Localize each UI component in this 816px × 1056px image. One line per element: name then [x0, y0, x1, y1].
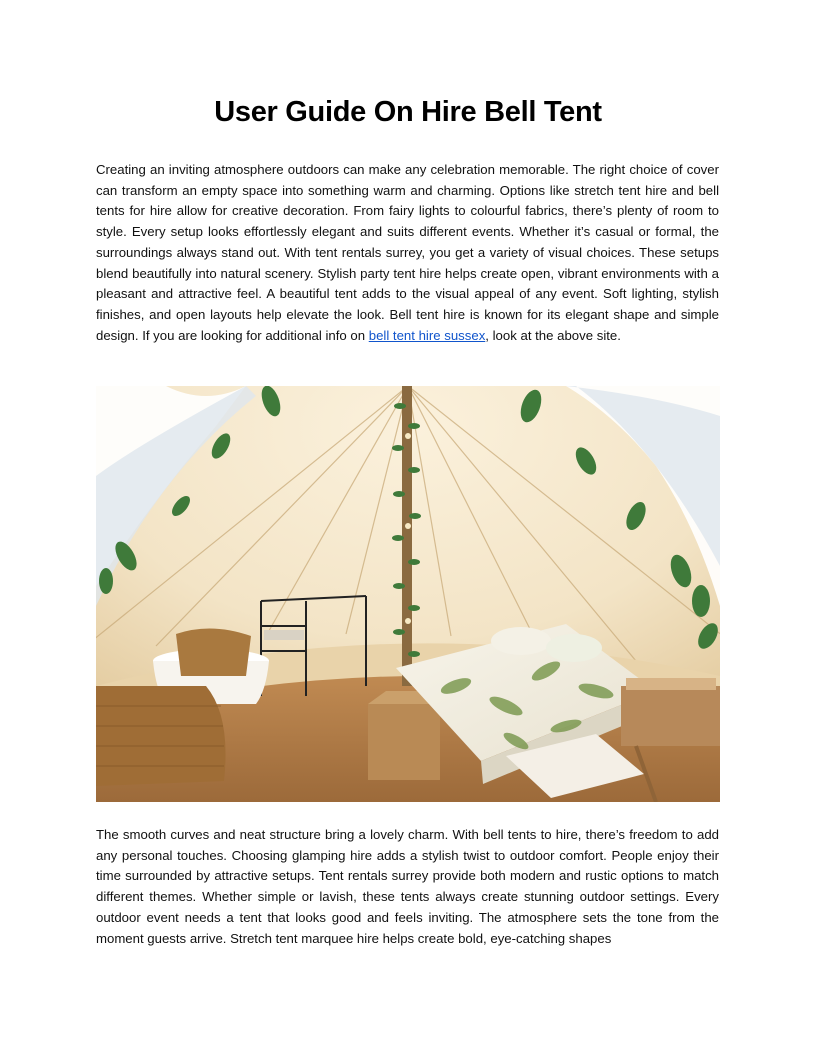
serving-tray: [626, 678, 716, 690]
side-table: [621, 686, 720, 746]
intro-text-end: , look at the above site.: [485, 327, 621, 343]
folded-towels: [264, 630, 304, 640]
page-title: User Guide On Hire Bell Tent: [214, 96, 602, 128]
pillow: [491, 627, 551, 655]
intro-text: Creating an inviting atmosphere outdoors can make any celebration memorable. The right choice of cover can transform an empty space into something warm and charming. Options like stretch tent hire and bell tents for hire allow for creative decoration. From fairy lights to colourful fabrics, there’s plenty of room to style. Every setup looks effortlessly elegant and suits different events. Whether it’s casual or formal, the surroundings always stand out. With tent rentals surrey, you get a variety of visual choices. These setups blend beautifully into natural scenery. Stylish party tent hire helps create open, vibrant environments with a pleasant and attractive feel. A beautiful tent adds to the visual appeal of any event. Soft lighting, stylish finishes, and open layouts help elevate the look. Bell tent hire is known for its elegant shape and simple design. If you are looking for additional info on: [96, 162, 719, 343]
center-pole: [402, 386, 412, 686]
pillow-2: [546, 634, 602, 662]
body-paragraph: The smooth curves and neat structure bring a lovely charm. With bell tents to hire, there’s freedom to add any personal touches. Choosing glamping hire adds a stylish twist to outdoor comfort. People enjoy their time surrounded by attractive setups. Tent rentals surrey provide both modern and rustic options to match different themes. Whether simple or lavish, these tents always create stunning outdoor settings. Every outdoor event needs a tent that looks good and feels inviting. The atmosphere sets the tone from the moment guests arrive. Stretch tent marquee hire helps create bold, eye-catching shapes: [96, 827, 719, 946]
wicker-hamper: [368, 704, 440, 780]
wicker-armchair: [96, 686, 226, 786]
intro-paragraph: [96, 160, 719, 346]
wicker-chair-back: [176, 628, 251, 676]
bell-tent-hire-sussex-link[interactable]: bell tent hire sussex: [368, 327, 486, 343]
bell-tent-interior-photo: [96, 386, 720, 802]
